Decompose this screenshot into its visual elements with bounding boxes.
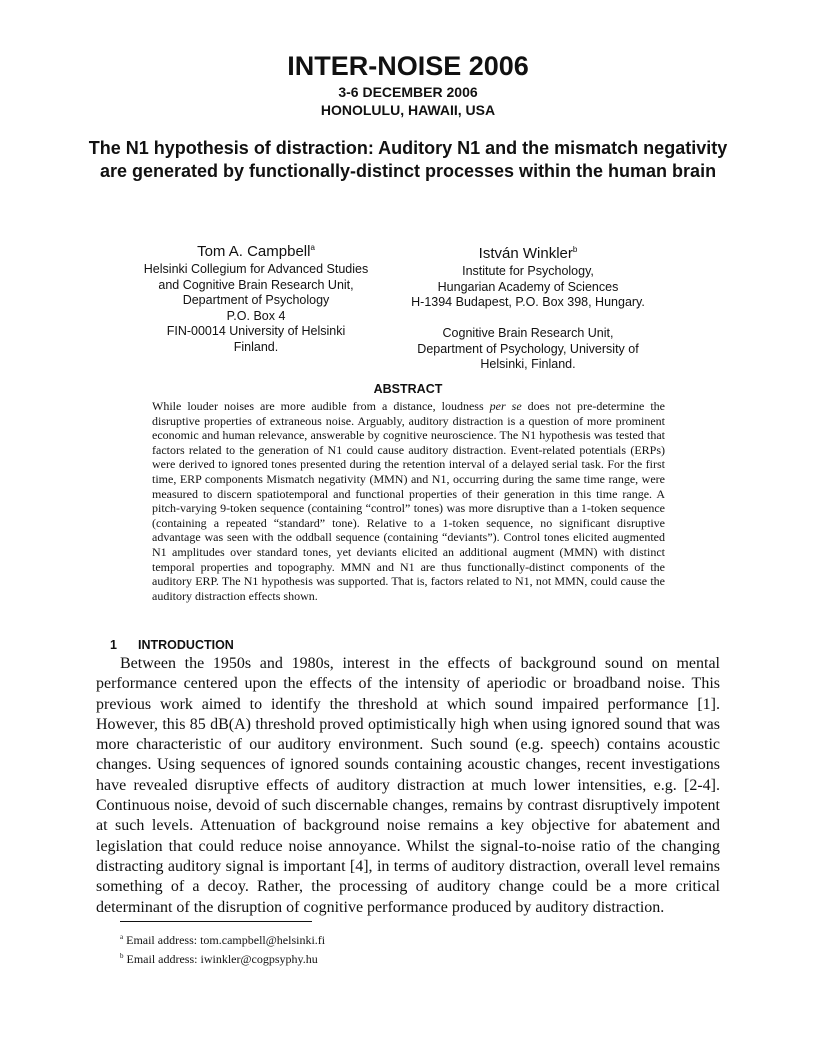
- footnote-marker: a: [120, 933, 124, 941]
- affiliation-spacer: [394, 311, 662, 327]
- affiliation-line: H-1394 Budapest, P.O. Box 398, Hungary.: [411, 295, 645, 309]
- abstract-heading: ABSTRACT: [373, 382, 443, 396]
- affiliation-line: Department of Psychology, University of: [417, 341, 639, 356]
- paper-title: The N1 hypothesis of distraction: Auditory N1 and the mismatch negativity are generated by functionally-distinct processes within the human brain: [88, 138, 728, 181]
- abstract-text: While louder noises are more audible from a distance, loudness per se does not pre-determine the disruptive properties of extraneous noise. Arguably, auditory distraction is a question of more prominent economic and human relevance, answerable by cognitive neuroscience. The N1 hypothesis was tested that factors related to the generation of N1 could cause auditory distraction. Event-related potentials (ERPs) were derived to ignored tones presented during the retention interval of a delayed serial task. For the first time, ERP components Mismatch negativity (MMN) and N1, occurring during the same time range, were measured to discern spatiotemporal and functional properties of their generation in this time range. A pitch-varying 9-token sequence (containing “control” tones) was more disruptive than a 1-token sequence (containing a repeated “standard” tone). Relative to a 1-token sequence, no significant disruptive advantage was seen with the oddball sequence (containing “deviants”). Control tones elicited augmented N1 amplitudes over standard tones, yet deviants elicited an additional augment (MMN) with distinct temporal properties and topography. MMN and N1 are thus functionally-distinct components of the auditory ERP. The N1 hypothesis was supported. That is, factors related to N1, not MMN, could cause the auditory distraction effects shown.: [152, 399, 665, 603]
- affiliation-line: Helsinki Collegium for Advanced Studies: [143, 262, 369, 276]
- affiliation-line: Hungarian Academy of Sciences: [437, 279, 619, 294]
- affiliation-line: Institute for Psychology,: [462, 264, 594, 278]
- section-title: INTRODUCTION: [138, 638, 234, 652]
- affiliation-line: Finland.: [233, 339, 279, 354]
- affiliation-line: and Cognitive Brain Research Unit,: [158, 277, 354, 292]
- conference-dates: 3-6 DECEMBER 2006: [338, 84, 478, 100]
- author-block-1: [126, 238, 386, 355]
- conference-title: INTER-NOISE 2006: [287, 51, 529, 81]
- conference-location: HONOLULU, HAWAII, USA: [320, 102, 496, 118]
- section-heading-introduction: [110, 638, 234, 652]
- footnote: $^a$ Email address: tom.campbell@helsinki.fi: [120, 933, 326, 947]
- author-block-2: [394, 240, 662, 373]
- footnote-marker: a: [310, 243, 315, 252]
- footnote-marker: b: [120, 952, 124, 960]
- affiliation-line: P.O. Box 4: [226, 308, 286, 323]
- section-number: 1: [110, 638, 117, 652]
- footnote-marker: b: [572, 245, 578, 254]
- affiliation-line: FIN-00014 University of Helsinki: [166, 324, 346, 338]
- affiliation-line: Department of Psychology: [182, 293, 330, 307]
- author-name: István Winkler$^b$: [478, 245, 578, 262]
- footnotes: [120, 929, 520, 967]
- affiliation-line: Cognitive Brain Research Unit,: [442, 326, 614, 340]
- affiliation-line: Helsinki, Finland.: [480, 357, 576, 371]
- introduction-paragraph: Between the 1950s and 1980s, interest in the effects of background sound on mental performance centered upon the effects of the intensity of aperiodic or broadband noise. This previous work aimed to identify the threshold at which sound impaired performance [1]. However, this 85 dB(A) threshold proved optimistically high when using ignored sound that was more characteristic of our auditory environment. Such sound (e.g. speech) contains acoustic changes. Using sequences of ignored sounds containing acoustic changes, recent investigations have revealed disruptive effects of auditory distraction at much lower intensities, e.g. [2-4]. Continuous noise, devoid of such discernable changes, remains by contrast disruptively impotent at such levels. Attenuation of background noise remains a key objective for abatement and legislation that could reduce noise annoyance. Whilst the signal-to-noise ratio of the changing distracting auditory signal is important [4], in terms of auditory distraction, overall level remains something of a decoy. Rather, the processing of auditory change could be a more critical determinant of the disruption of cognitive performance produced by auditory distraction.: [96, 655, 720, 916]
- author-name: Tom A. Campbell$^a$: [197, 243, 315, 260]
- footnote: $^b$ Email address: iwinkler@cogpsyphy.hu: [120, 952, 318, 966]
- footnote-divider: [120, 921, 312, 922]
